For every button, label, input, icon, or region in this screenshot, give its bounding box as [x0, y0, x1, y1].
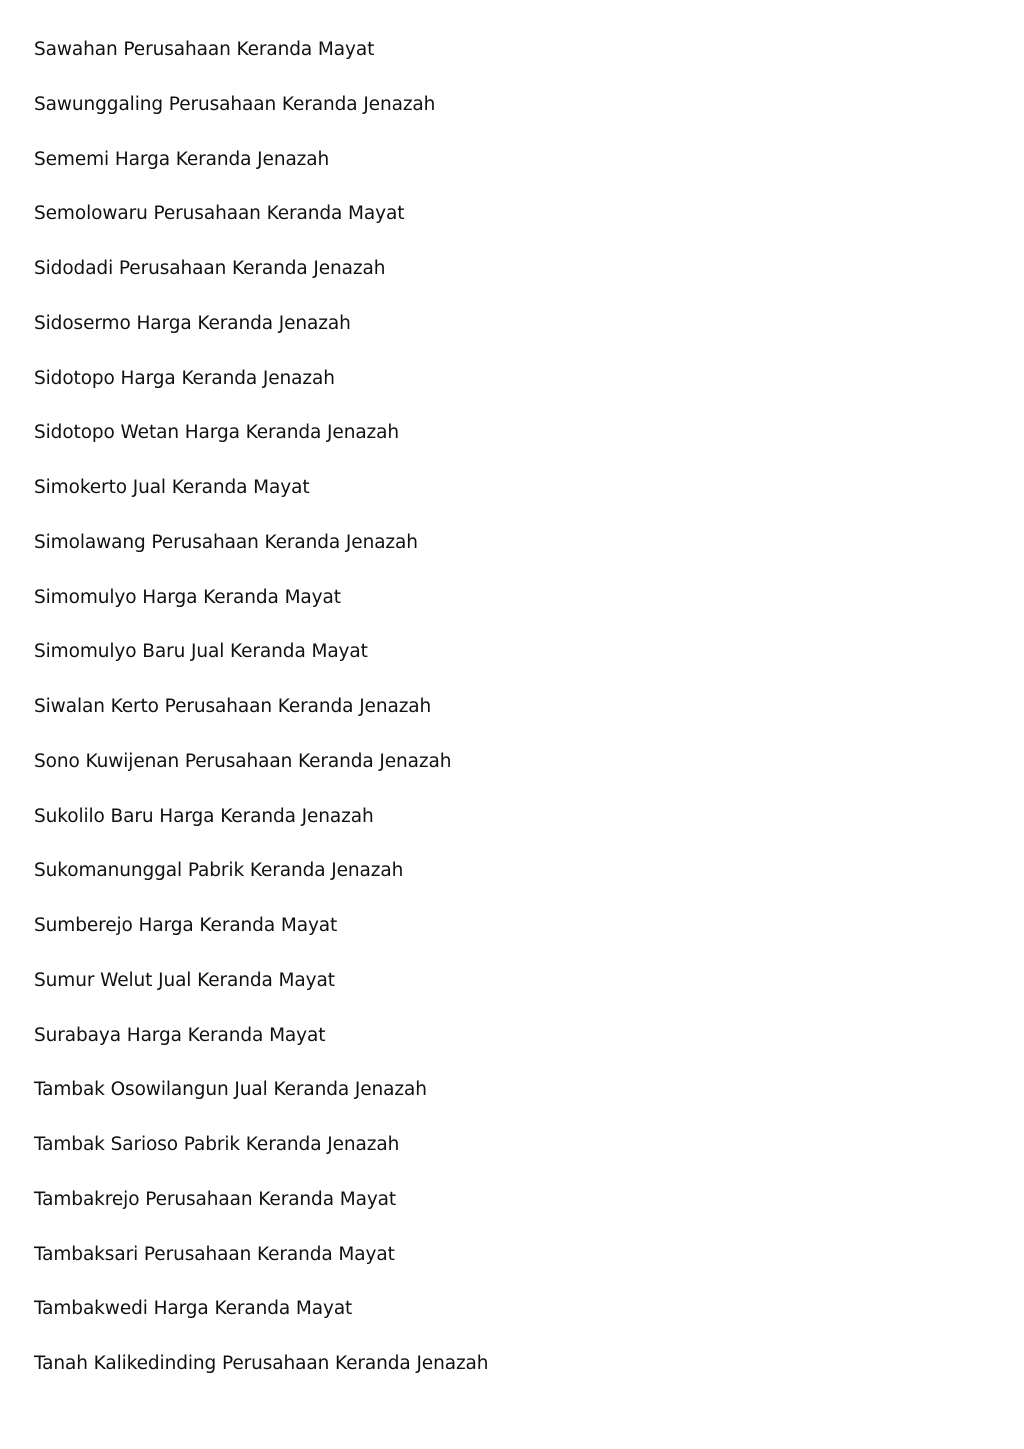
- list-item: Sumur Welut Jual Keranda Mayat: [34, 969, 335, 991]
- list-item: Tambakwedi Harga Keranda Mayat: [34, 1298, 353, 1320]
- list-item: Sidotopo Harga Keranda Jenazah: [34, 367, 335, 389]
- list-item: Sukomanunggal Pabrik Keranda Jenazah: [34, 860, 404, 882]
- list-item: Tambaksari Perusahaan Keranda Mayat: [34, 1243, 395, 1265]
- list-item: Sidotopo Wetan Harga Keranda Jenazah: [34, 422, 400, 444]
- list-item: Sidosermo Harga Keranda Jenazah: [34, 312, 351, 334]
- list-item: Tambak Osowilangun Jual Keranda Jenazah: [34, 1079, 427, 1101]
- list-item: Simomulyo Harga Keranda Mayat: [34, 586, 341, 608]
- list-item: Simokerto Jual Keranda Mayat: [34, 477, 310, 498]
- list-item: Semolowaru Perusahaan Keranda Mayat: [34, 203, 405, 225]
- list-item: Tambakrejo Perusahaan Keranda Mayat: [34, 1188, 397, 1210]
- list-item: Sawunggaling Perusahaan Keranda Jenazah: [34, 93, 436, 115]
- list-item: Sidodadi Perusahaan Keranda Jenazah: [34, 258, 386, 279]
- list-item: Siwalan Kerto Perusahaan Keranda Jenazah: [34, 696, 432, 717]
- list-item: Surabaya Harga Keranda Mayat: [34, 1024, 326, 1046]
- list-item: Sumberejo Harga Keranda Mayat: [34, 915, 338, 936]
- list-item: Sukolilo Baru Harga Keranda Jenazah: [34, 805, 374, 827]
- list-item: Tanah Kalikedinding Perusahaan Keranda Jenazah: [34, 1353, 489, 1374]
- entry-list: [34, 37, 488, 1406]
- list-item: Sono Kuwijenan Perusahaan Keranda Jenazah: [34, 750, 452, 772]
- list-item: Simomulyo Baru Jual Keranda Mayat: [34, 641, 368, 663]
- list-item: Tambak Sarioso Pabrik Keranda Jenazah: [34, 1134, 400, 1155]
- list-item: Simolawang Perusahaan Keranda Jenazah: [34, 531, 418, 553]
- list-item: Sawahan Perusahaan Keranda Mayat: [34, 39, 375, 60]
- list-item: Sememi Harga Keranda Jenazah: [34, 148, 330, 170]
